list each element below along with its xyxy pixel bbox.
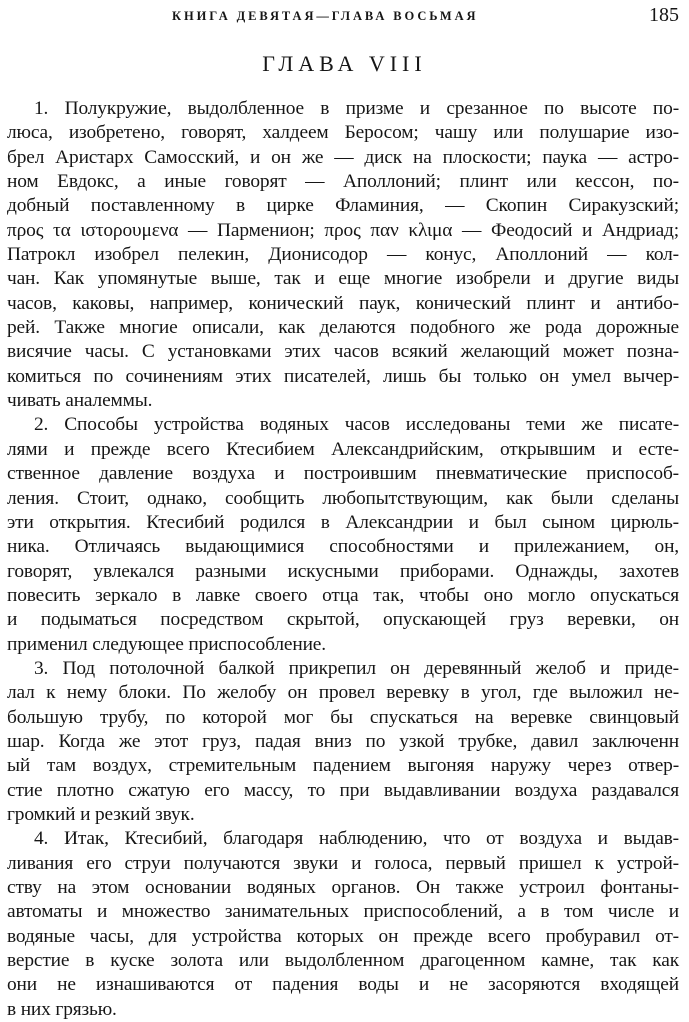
text-line: люса, изобретено, говорят, халдеем Беросом; чашу или полушарие изо- <box>7 122 679 144</box>
text-line: добный поставленному в цирке Фламиния, — Скопин Сиракузский; <box>7 195 679 217</box>
text-line: верстие в куске золота или выдолбленном драгоценном камне, так как <box>7 950 679 972</box>
text-line: ственное давление воздуха и построившим пневматические приспособ- <box>7 463 679 485</box>
paragraph-3 <box>7 657 679 827</box>
text-line: 1. Полукружие, выдолбленное в призме и срезанное по высоте по- <box>34 98 679 119</box>
text-line: брел Аристарх Самосский, и он же — диск на плоскости; паука — астро- <box>7 146 679 168</box>
text-line: говорят, увлекался разными искусными приборами. Однажды, захотев <box>7 560 679 582</box>
text-line: эти открытия. Ктесибий родился в Александрии и был сыном цирюль- <box>7 511 679 533</box>
text-line: стие плотно сжатую его массу, то при выдавливании воздуха раздавался <box>7 779 679 801</box>
paragraph-4 <box>7 827 679 1022</box>
text-line: чивать аналеммы. <box>7 390 153 412</box>
text-line-greek: προς τα ιστορουμενα — Парменион; προς παν κλιμα — Феодосий и Андриад; <box>7 219 679 241</box>
text-line: ления. Стоит, однако, сообщить любопытствующим, как были сделаны <box>7 487 679 509</box>
paragraph-2 <box>7 413 679 656</box>
text-line: в них грязью. <box>7 998 117 1020</box>
text-line: водяные часы, для устройства которых он прежде всего пробуравил от- <box>7 925 679 947</box>
running-title: КНИГА ДЕВЯТАЯ—ГЛАВА ВОСЬМАЯ <box>172 9 479 23</box>
paragraph-1 <box>7 97 679 413</box>
text-line: ника. Отличаясь выдающимися способностями и прилежанием, он, <box>7 536 679 558</box>
text-line: чан. Как упомянутые выше, так и еще многие изобрели и другие виды <box>7 268 679 290</box>
text-line: ливания его струи получаются звуки и голоса, первый пришел к устрой- <box>7 852 679 874</box>
text-line: шар. Когда же этот груз, падая вниз по узкой трубке, давил заключенн <box>7 730 679 752</box>
text-line: и подыматься посредством скрытой, опускающей груз веревки, он <box>7 609 679 631</box>
text-line: 3. Под потолочной балкой прикрепил он деревянный желоб и приде- <box>34 657 679 679</box>
text-line: часов, каковы, например, конический паук, конический плинт и антибо- <box>7 292 679 314</box>
text-line: громкий и резкий звук. <box>7 803 195 825</box>
chapter-title: ГЛАВА VIII <box>262 51 427 76</box>
text-line: большую трубу, по которой мог бы спускаться на веревке свинцовый <box>7 706 679 728</box>
page-number: 185 <box>649 4 679 26</box>
text-line: Патрокл изобрел пелекин, Дионисодор — конус, Аполлоний — кол- <box>7 244 679 266</box>
text-line: они не изнашиваются от падения воды и не засоряются входящей <box>7 974 679 996</box>
text-line: лями и прежде всего Ктесибием Александрийским, открывшим и есте- <box>7 438 679 460</box>
text-line: ый там воздух, стремительным падением выгоняя наружу через отвер- <box>7 755 679 777</box>
text-line: применил следующее приспособление. <box>7 633 326 655</box>
text-line: 4. Итак, Ктесибий, благодаря наблюдению, что от воздуха и выдав- <box>34 828 679 850</box>
text-line: ству на этом основании водяных органов. Он также устроил фонтаны- <box>7 877 679 898</box>
text-line: комиться по сочинениям этих писателей, лишь бы только он умел вычер- <box>7 365 679 387</box>
text-line: висячие часы. С установками этих часов всякий желающий может позна- <box>7 341 679 363</box>
text-line: повесить зеркало в лавке своего отца так, чтобы оно могло опускаться <box>7 584 679 606</box>
text-line: ном Евдокс, а иные говорят — Аполлоний; плинт или кессон, по- <box>7 171 679 193</box>
text-line: рей. Также многие описали, как делаются подобного же рода дорожные <box>7 317 679 339</box>
chapter-body <box>7 97 679 1022</box>
running-header <box>0 4 689 28</box>
text-line: автоматы и множество занимательных приспособлений, а в том числе и <box>7 901 679 923</box>
text-line: 2. Способы устройства водяных часов исследованы теми же писате- <box>34 414 679 436</box>
text-line: лал к нему блоки. По желобу он провел веревку в угол, где выложил не- <box>7 682 679 704</box>
